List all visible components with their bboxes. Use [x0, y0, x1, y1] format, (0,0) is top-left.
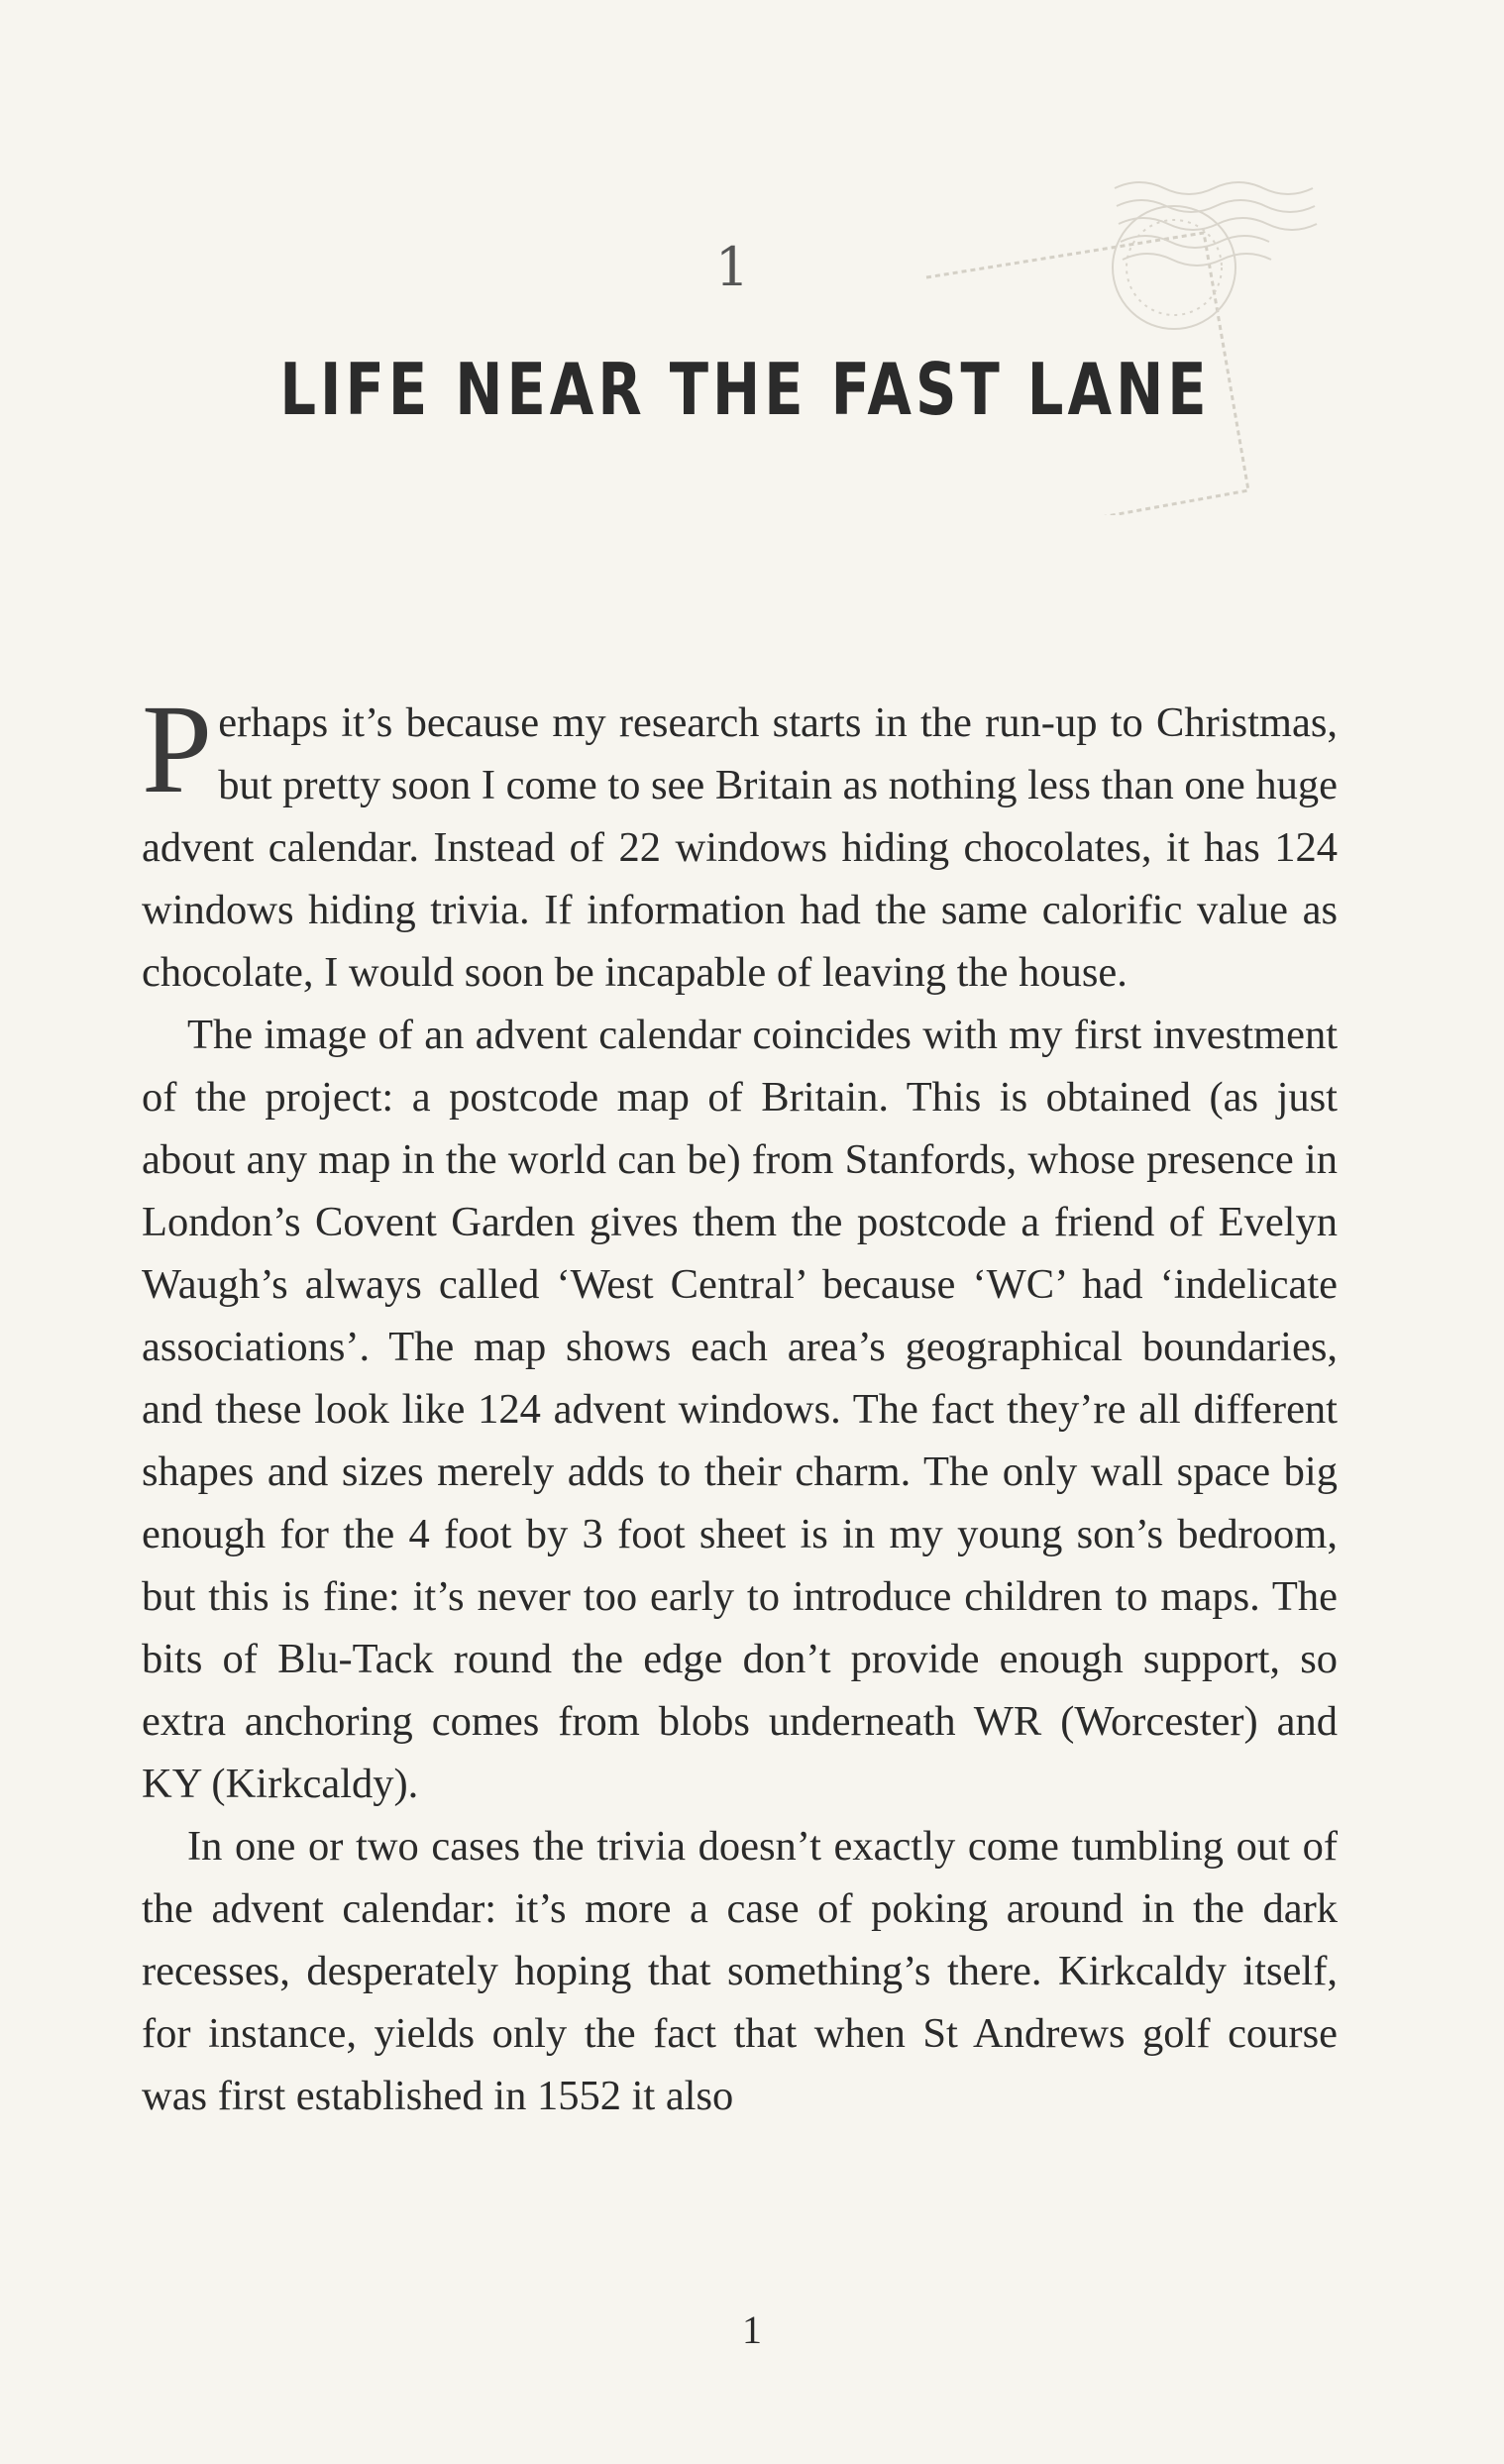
paragraph-1-text: erhaps it’s because my research starts in the run-up to Christmas, but pretty soon I come to see Britain as nothing less than one huge advent calendar. Instead of 22 windows hiding chocolates, it has 124 windows hiding trivia. If information had the same calorific value as chocolate, I would soon be incapable of leaving the house. — [142, 699, 1338, 996]
chapter-number: 1 — [714, 236, 750, 298]
postmark-stamp-icon — [907, 149, 1343, 515]
paragraph-1 — [142, 679, 1338, 1004]
chapter-title: LIFE NEAR THE FAST LANE — [279, 348, 1211, 431]
paragraph-2: The image of an advent calendar coincides with my first investment of the project: a postcode map of Britain. This is obtained (as just about any map in the world can be) from Stanfords, whose presence in London’s Covent Garden gives them the postcode a friend of Evelyn Waugh’s always called ‘West Central’ because ‘WC’ had ‘indelicate associations’. The map shows each area’s geographical boundaries, and these look like 124 advent windows. The fact they’re all different shapes and sizes merely adds to their charm. The only wall space big enough for the 4 foot by 3 foot sheet is in my young son’s bedroom, but this is fine: it’s never too early to introduce children to maps. The bits of Blu-Tack round the edge don’t provide enough support, so extra anchoring comes from blobs underneath WR (Worcester) and KY (Kirkcaldy). — [142, 1012, 1338, 1807]
body-text — [142, 679, 1338, 2127]
paragraph-3: In one or two cases the trivia doesn’t exactly come tumbling out of the advent calendar: it’s more a case of poking around in the dark recesses, desperately hoping that something’s there. Kirkcaldy itself, for instance, yields only the fact that when St Andrews golf course was first established in 1552 it also — [142, 1823, 1338, 2119]
drop-cap: P — [142, 679, 213, 819]
page-number: 1 — [742, 2307, 762, 2352]
